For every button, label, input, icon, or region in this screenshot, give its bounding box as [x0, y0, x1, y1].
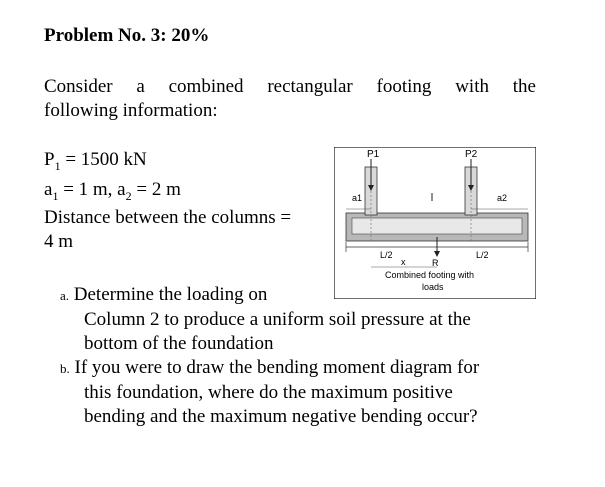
label-p2: P2	[465, 149, 478, 160]
question-a-line-1	[60, 283, 267, 308]
a-values-line	[44, 179, 181, 204]
intro-line-2: following information:	[44, 100, 218, 121]
a1-symbol: a	[44, 179, 53, 200]
question-a-line-3: bottom of the foundation	[84, 333, 274, 354]
p1-subscript: 1	[54, 158, 61, 173]
label-p1: P1	[367, 149, 380, 160]
question-b-letter: b.	[60, 361, 70, 376]
question-b-line-1	[60, 356, 479, 381]
p1-symbol: P	[44, 149, 55, 170]
question-a-text-1: Determine the loading on	[73, 284, 268, 305]
distance-line-1: Distance between the columns =	[44, 207, 292, 228]
intro-line-1: Consider a combined rectangular footing with the	[44, 76, 536, 97]
caption-line-2: loads	[422, 282, 444, 292]
label-l2-right: L/2	[476, 250, 489, 260]
combined-footing-figure	[334, 147, 536, 299]
a2-subscript: 2	[125, 188, 132, 203]
label-x: x	[401, 257, 406, 267]
question-b-line-2: this foundation, where do the maximum positive	[84, 382, 453, 403]
label-r: R	[432, 258, 439, 268]
footing-inner	[352, 218, 522, 234]
question-a-letter: a.	[60, 288, 70, 303]
p1-value: = 1500 kN	[60, 149, 147, 170]
a2-value: = 2 m	[131, 179, 181, 200]
label-l2-left: L/2	[380, 250, 393, 260]
question-a-line-2: Column 2 to produce a uniform soil pressure at the	[84, 309, 471, 330]
label-a1: a1	[352, 193, 363, 203]
problem-title: Problem No. 3: 20%	[44, 25, 210, 46]
caption-line-1: Combined footing with	[385, 270, 475, 280]
question-b-line-3: bending and the maximum negative bending occur?	[84, 406, 478, 427]
question-b-text-1: If you were to draw the bending moment diagram for	[74, 357, 480, 378]
label-a2: a2	[497, 193, 508, 203]
distance-line-2: 4 m	[44, 231, 74, 252]
a1-subscript: 1	[52, 188, 59, 203]
a1-value: = 1 m, a	[58, 179, 126, 200]
p1-line	[44, 149, 147, 174]
